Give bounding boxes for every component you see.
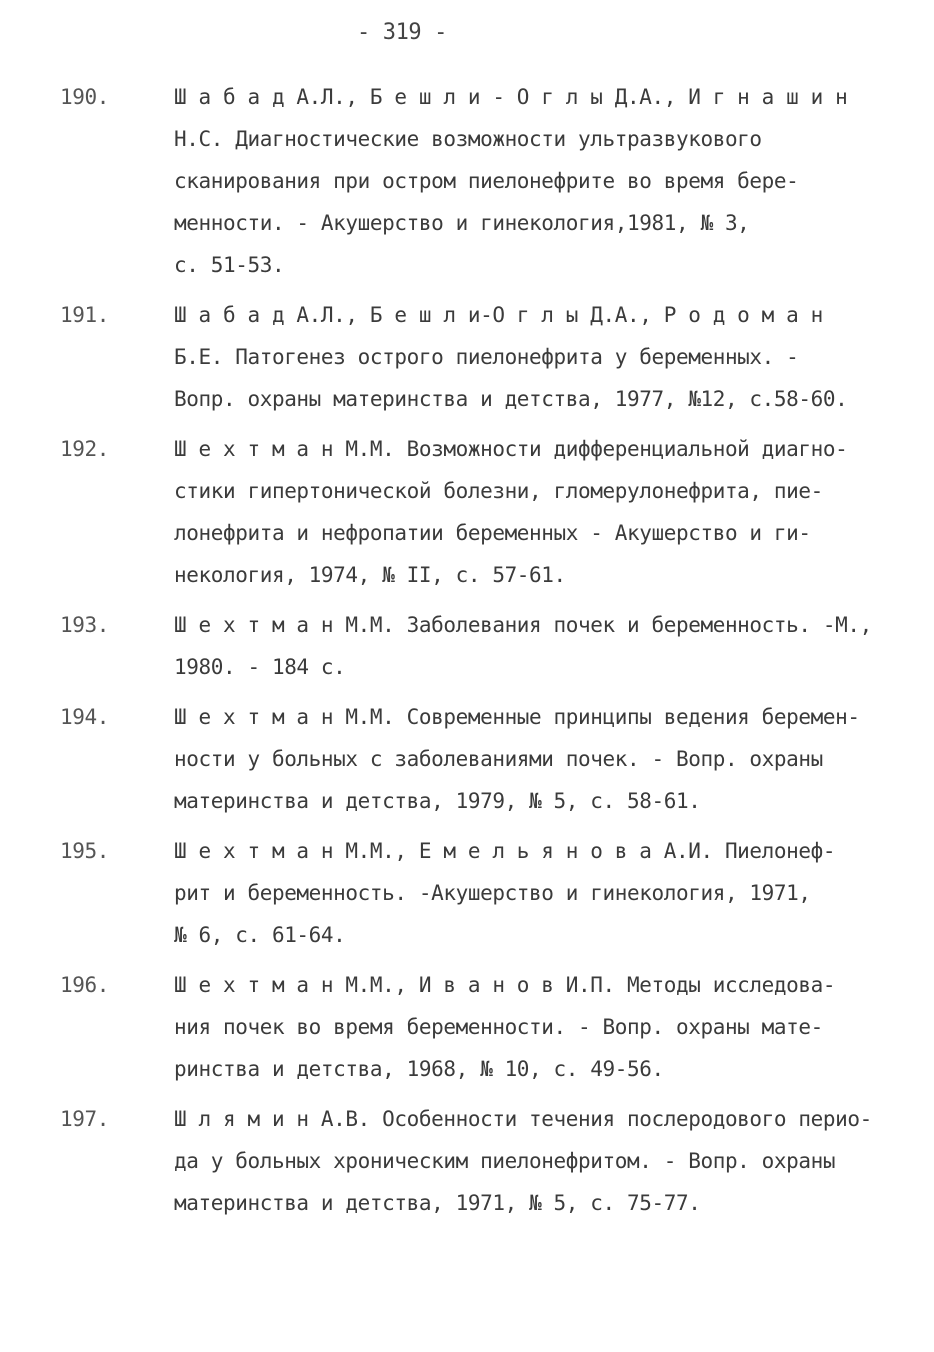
reference-number: 190. — [60, 85, 109, 109]
reference-text — [174, 964, 890, 1090]
reference-line: Ш е х т м а н М.М., Е м е л ь я н о в а А.И. Пиелонеф- — [174, 839, 836, 863]
reference-line: некология, 1974, № II, с. 57-61. — [174, 563, 566, 587]
reference-line: менности. - Акушерство и гинекология,1981, № 3, — [174, 211, 750, 235]
reference-number: 195. — [60, 839, 109, 863]
reference-line: с. 51-53. — [174, 253, 285, 277]
reference-item — [60, 294, 890, 420]
reference-line: Ш е х т м а н М.М. Возможности дифференциальной диагно- — [174, 437, 848, 461]
reference-line: рит и беременность. -Акушерство и гинекология, 1971, — [174, 881, 811, 905]
reference-line: Вопр. охраны материнства и детства, 1977, №12, с.58-60. — [174, 387, 848, 411]
reference-line: материнства и детства, 1979, № 5, с. 58-61. — [174, 789, 701, 813]
reference-line: № 6, с. 61-64. — [174, 923, 346, 947]
reference-line: Ш е х т м а н М.М. Современные принципы ведения беремен- — [174, 705, 860, 729]
reference-number: 192. — [60, 437, 109, 461]
reference-item — [60, 830, 890, 956]
reference-text — [174, 428, 890, 596]
page-number: - 319 - — [357, 20, 447, 45]
reference-line: да у больных хроническим пиелонефритом. - Вопр. охраны — [174, 1149, 836, 1173]
reference-text — [174, 76, 890, 286]
reference-line: ринства и детства, 1968, № 10, с. 49-56. — [174, 1057, 664, 1081]
reference-line: Ш л я м и н А.В. Особенности течения послеродового перио- — [174, 1107, 872, 1131]
reference-line: 1980. - 184 с. — [174, 655, 346, 679]
reference-line: лонефрита и нефропатии беременных - Акушерство и ги- — [174, 521, 811, 545]
reference-item — [60, 1098, 890, 1224]
reference-item — [60, 428, 890, 596]
reference-line: ности у больных с заболеваниями почек. - Вопр. охраны — [174, 747, 823, 771]
reference-line: сканирования при остром пиелонефрите во время бере- — [174, 169, 799, 193]
reference-number: 193. — [60, 613, 109, 637]
reference-line: Ш а б а д А.Л., Б е ш л и - О г л ы Д.А., И г н а ш и н — [174, 85, 848, 109]
reference-text — [174, 1098, 890, 1224]
reference-item — [60, 964, 890, 1090]
reference-list — [60, 76, 890, 1232]
reference-number: 191. — [60, 303, 109, 327]
reference-line: стики гипертонической болезни, гломерулонефрита, пие- — [174, 479, 823, 503]
reference-text — [174, 696, 890, 822]
reference-number: 194. — [60, 705, 109, 729]
reference-item — [60, 696, 890, 822]
reference-line: Ш е х т м а н М.М. Заболевания почек и беременность. -М., — [174, 613, 872, 637]
reference-line: Б.Е. Патогенез острого пиелонефрита у беременных. - — [174, 345, 799, 369]
reference-text — [174, 604, 890, 688]
reference-line: ния почек во время беременности. - Вопр. охраны мате- — [174, 1015, 823, 1039]
reference-number: 196. — [60, 973, 109, 997]
reference-item — [60, 604, 890, 688]
reference-line: Н.С. Диагностические возможности ультразвукового — [174, 127, 762, 151]
reference-line: Ш е х т м а н М.М., И в а н о в И.П. Методы исследова- — [174, 973, 836, 997]
reference-line: Ш а б а д А.Л., Б е ш л и-О г л ы Д.А., Р о д о м а н — [174, 303, 823, 327]
reference-line: материнства и детства, 1971, № 5, с. 75-77. — [174, 1191, 701, 1215]
reference-item — [60, 76, 890, 286]
reference-text — [174, 294, 890, 420]
reference-number: 197. — [60, 1107, 109, 1131]
reference-text — [174, 830, 890, 956]
